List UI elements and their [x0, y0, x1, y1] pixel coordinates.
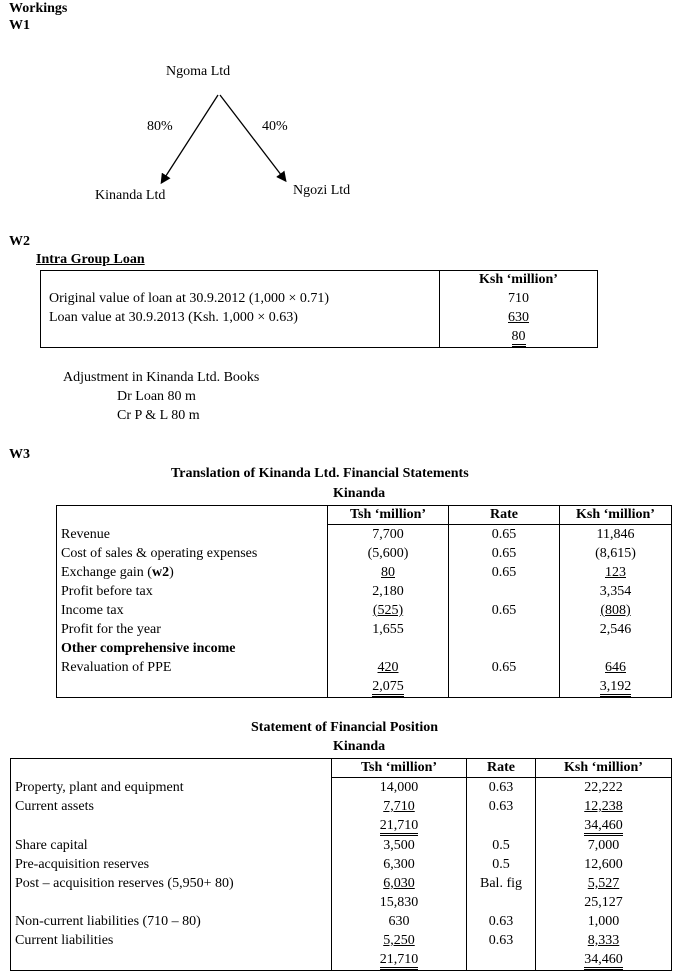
adjustment-credit: Cr P & L 80 m: [117, 408, 200, 423]
arrow-to-kinanda: [162, 95, 218, 182]
row-desc: Revenue: [57, 525, 328, 545]
row-desc: Income tax: [57, 601, 328, 620]
row-desc: Pre-acquisition reserves: [11, 855, 332, 874]
left-percentage: 80%: [147, 119, 173, 134]
w2-row-desc: Loan value at 30.9.2013 (Ksh. 1,000 × 0.63): [41, 308, 440, 327]
w1-label: W1: [9, 18, 30, 33]
row-desc: Exchange gain (w2): [57, 563, 328, 582]
sofp-title: Statement of Financial Position: [251, 720, 439, 735]
total-assets-ksh: 34,460: [584, 819, 623, 836]
row-desc: Post – acquisition reserves (5,950+ 80): [11, 874, 332, 893]
total-assets-tsh: 21,710: [380, 819, 419, 836]
intra-group-loan-table: [40, 270, 598, 348]
row-desc: Share capital: [11, 836, 332, 855]
row-desc: Current liabilities: [11, 931, 332, 950]
w2-row-value: 630: [508, 310, 529, 325]
group-structure-arrows: [0, 0, 674, 260]
col-header-rate: Rate: [467, 759, 536, 778]
total-equity-liab-ksh: 34,460: [584, 953, 623, 970]
col-header-tsh: Tsh ‘million’: [332, 759, 467, 778]
row-desc: Property, plant and equipment: [11, 778, 332, 798]
arrow-to-ngozi: [220, 95, 285, 180]
w2-row-value: 710: [440, 289, 598, 308]
total-equity-liab-tsh: 21,710: [380, 953, 419, 970]
sofp-table: Tsh ‘million’ Rate Ksh ‘million’ Property, plant and equipment 14,000 0.63 22,222 Current assets 7,710 0.63 12,238 21,710 34,460 Share capital 3,500 0.5 7,000 Pre-acquisition reserves 6,300 0.5 12,600 Post – acquisition reserves (5,950+ 80) 6,030 Bal. fig 5,527 15,830 25,127 Non-current liabilities (710 – 80) 630 0.63 1,000 Current liabilities 5,250 0.63 8,333 21,710 34,460: [10, 758, 672, 971]
row-desc: Revaluation of PPE: [57, 658, 328, 677]
row-desc: Profit before tax: [57, 582, 328, 601]
right-associate: Ngozi Ltd: [293, 183, 351, 198]
right-percentage: 40%: [262, 119, 288, 134]
total-ksh: 3,192: [600, 680, 632, 697]
row-desc: Current assets: [11, 797, 332, 816]
row-desc-oci: Other comprehensive income: [57, 639, 328, 658]
w2-row-desc: Original value of loan at 30.9.2012 (1,000 × 0.71): [41, 289, 440, 308]
sofp-entity: Kinanda: [333, 739, 386, 754]
workings-title: Workings: [9, 1, 68, 16]
col-header-ksh: Ksh ‘million’: [560, 506, 672, 525]
total-tsh: 2,075: [372, 680, 404, 697]
adjustment-debit: Dr Loan 80 m: [117, 389, 196, 404]
w2-subtitle: Intra Group Loan: [36, 252, 145, 267]
row-desc: Non-current liabilities (710 – 80): [11, 912, 332, 931]
adjustment-title: Adjustment in Kinanda Ltd. Books: [63, 370, 260, 385]
w2-total-value: 80: [512, 330, 526, 347]
col-header-tsh: Tsh ‘million’: [328, 506, 449, 525]
row-desc: Profit for the year: [57, 620, 328, 639]
translation-table: Tsh ‘million’ Rate Ksh ‘million’ Revenue 7,700 0.65 11,846 Cost of sales & operating expenses (5,600) 0.65 (8,615) Exchange gain (w2) 80 0.65 123 Profit before tax 2,180 3,354 Income tax (525) 0.65 (808) Profit for the year 1,655 2,546 Other comprehensive income Revaluation of PPE 420 0.65 646 2,075 3,192: [56, 505, 672, 698]
w3-title: Translation of Kinanda Ltd. Financial Statements: [171, 466, 469, 481]
left-subsidiary: Kinanda Ltd: [95, 188, 166, 203]
col-header-ksh: Ksh ‘million’: [536, 759, 672, 778]
w2-label: W2: [9, 234, 30, 249]
w3-label: W3: [9, 447, 30, 462]
col-header-rate: Rate: [449, 506, 560, 525]
w2-header: Ksh ‘million’: [440, 271, 598, 290]
row-desc: Cost of sales & operating expenses: [57, 544, 328, 563]
w3-entity: Kinanda: [333, 486, 386, 501]
parent-company: Ngoma Ltd: [166, 64, 231, 79]
